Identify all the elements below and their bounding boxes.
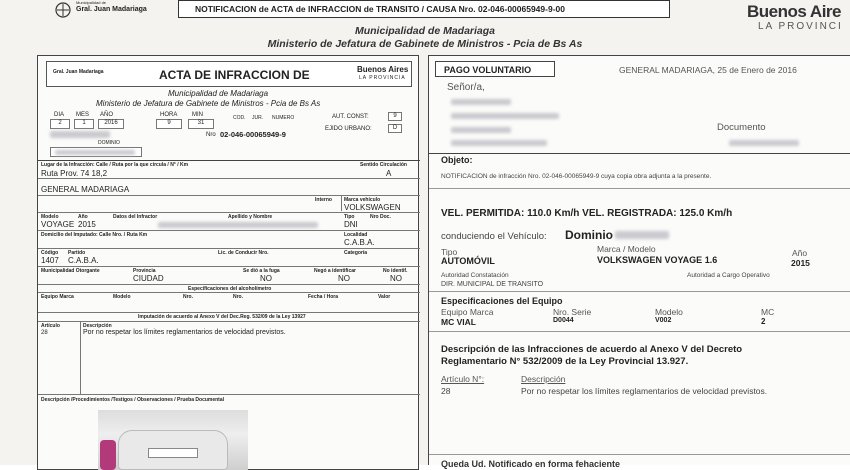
ejido-value: D [388,124,402,133]
acta-number: 02-046-00065949-9 [220,130,286,139]
categoria-label: Categoría [344,250,368,256]
mes-label: MES [76,112,90,118]
sentido-label: Sentido Circulación [360,162,407,168]
fuga-value: NO [260,274,272,283]
acta-brand-sub: LA PROVINCIA [359,75,406,81]
provincia-label: Provincia [133,268,156,274]
autoridad-const-value: DIR. MUNICIPAL DE TRANSITO [441,281,544,288]
marca-value: VOLKSWAGEN [344,203,401,212]
marca-label: Marca vehículo [344,197,381,203]
brand-subtitle: LA PROVINCI [758,21,843,32]
ano-label: AÑO [100,112,114,118]
desc-title-line2: Reglamentario N° 532/2009 de la Ley Provincial 13.927. [441,356,689,367]
eq-marca-label: Equipo Marca [441,307,494,317]
shield-icon [54,2,72,18]
eq-serie-label: Nro. Serie [553,307,592,317]
modelo-label: Modelo [41,214,59,220]
eq-nro2-label: Nro. [233,294,243,300]
header-title-box [178,0,670,18]
anio-label: Año [792,248,808,258]
lugar-value: Ruta Prov. 74 18,2 [41,169,108,178]
min-label: MIN [192,112,203,118]
pago-title: PAGO VOLUNTARIO [444,65,532,75]
fuga-label: Se dió a la fuga [243,268,280,274]
datos-infractor-label: Datos del Infractor [113,214,158,220]
redacted-day [50,131,110,138]
aut-const-label: AUT. CONST: [332,114,369,120]
brand-logo: Buenos Aire [747,2,842,21]
nro-label: Nro [206,132,216,138]
cod-label: COD. [233,115,246,121]
lugar-label: Lugar de la Infracción: Calle / Ruta por la que circula / N° / Km [41,162,189,168]
acta-ministry: Ministerio de Jefatura de Gabinete de Ministros - Pcia de Bs As [96,99,321,108]
descripcion-label: Descripción [521,374,566,384]
localidad-infraccion: GENERAL MADARIAGA [41,185,130,194]
municipality-logo [48,0,168,20]
codigo-value: 1407 [41,256,59,265]
jur-label: JUR. [252,115,264,121]
eq-mc-value: 2 [761,317,766,326]
descripcion-value: Por no respetar los límites reglamentarios de velocidad previstos. [521,386,768,396]
eq-modelo-value: V002 [655,317,672,324]
vehicle-photo [98,410,248,470]
anio-value: 2015 [78,220,96,229]
tipo-value: AUTOMÓVIL [441,256,495,266]
objeto-value: NOTIFICACION de infracción Nro. 02-046-00065949-9 cuya copia obra adjunta a la presente. [441,173,712,180]
no-identif-value: NO [390,274,402,283]
eq-modelo-label: Modelo [113,294,131,300]
ano-value: 2016 [98,119,124,129]
imputacion-label: Imputación de acuerdo al Anexo V del Dec.Reg. 532/09 de la Ley 13927 [138,314,306,320]
eq-serie-value: D0044 [553,317,574,324]
acta-header [46,61,412,87]
descripcion-label: Descripción [83,323,112,329]
redacted-document [729,140,799,146]
velocidad-line: VEL. PERMITIDA: 110.0 Km/h VEL. REGISTRADA: 125.0 Km/h [441,208,733,219]
tipo-doc-label: Tipo [344,214,355,220]
tipo-label: Tipo [441,247,458,257]
no-identif-label: No identif. [383,268,408,274]
partido-value: C.A.B.A. [68,256,99,265]
eq-nro-label: Nro. [183,294,193,300]
sentido-value: A [386,169,392,178]
partido-label: Partido [68,250,86,256]
redacted-name [158,222,318,228]
autoridad-cargo-label: Autoridad a Cargo Operativo [687,272,770,279]
aut-const-value: 9 [388,112,402,121]
acta-brand: Buenos Aires [357,65,409,74]
notificado-line: Queda Ud. Notificado en forma fehaciente [441,459,621,469]
nego-label: Negó a identificar [314,268,356,274]
ejido-label: EJIDO URBANO: [325,126,372,132]
hora-label: HORA [160,112,178,118]
eq-fecha-label: Fecha / Hora [308,294,339,300]
anio-value: 2015 [791,258,810,268]
autoridad-const-label: Autoridad Constatación [441,272,509,279]
conduciendo-label: conduciendo el Vehículo: [441,231,547,242]
dia-label: DIA [54,112,65,118]
localidad-label: Localidad [344,232,368,238]
numero-label: NUMERO [272,115,295,121]
eq-marca-label: Equipo Marca [41,294,74,300]
acta-logo-name: Gral. Juan Madariaga [53,69,104,75]
dominio-box [50,147,142,157]
mes-value: 1 [74,119,94,129]
acta-title: ACTA DE INFRACCION DE [159,68,310,82]
hora-value: 9 [156,119,182,129]
descripcion-value: Por no respetar los límites reglamentarios de velocidad previstos. [83,329,286,336]
municipality-line: Municipalidad de Madariaga [354,25,496,37]
ministry-line: Ministerio de Jefatura de Gabinete de Ministros - Pcia de Bs As [267,38,583,50]
eq-valor-label: Valor [378,294,391,300]
dominio-label: DOMINIO [98,140,120,146]
muni-otorgante-label: Municipalidad Otorgante [41,268,100,274]
senor-label: Señor/a, [447,82,485,93]
procedimientos-label: Descripción /Procedimientos /Testigos / Observaciones / Prueba Documental [41,397,225,403]
anio-label: Año [78,214,88,220]
localidad-value: C.A.B.A. [344,238,375,247]
articulo-label: Artículo [41,323,60,329]
eq-marca-value: MC VIAL [441,317,476,327]
logo-name: Gral. Juan Madariaga [76,6,147,13]
pago-fecha: GENERAL MADARIAGA, 25 de Enero de 2016 [619,65,797,75]
redacted-city [451,140,547,146]
domicilio-label: Domicilio del Imputado: Calle Nro. / Ruta Km [41,232,148,238]
marca-modelo-label: Marca / Modelo [597,244,656,254]
logo-sub: Municipalidad de [76,0,107,5]
acta-muni: Municipalidad de Madariaga [168,89,269,98]
nego-value: NO [338,274,350,283]
header-title: NOTIFICACION de ACTA de INFRACCION de TRANSITO / CAUSA Nro. 02-046-00065949-9-00 [195,4,565,14]
provincia-value: CIUDAD [133,274,164,283]
eq-modelo-label: Modelo [655,307,683,317]
pago-title-box [435,61,555,77]
articulo-label: Artículo N°: [441,374,485,384]
apellido-label: Apellido y Nombre [228,214,273,220]
desc-title-line1: Descripción de las Infracciones de acuerdo al Anexo V del Decreto [441,344,743,355]
equipo-title: Especificaciones del Equipo [441,296,563,306]
tipo-doc-value: DNI [344,220,358,229]
interno-label: Interno [315,197,332,203]
acta-form [37,55,419,470]
redacted-recipient [451,99,511,105]
articulo-value: 28 [41,330,48,336]
codigo-label: Código [41,250,59,256]
licencia-label: Lic. de Conducir Nro. [218,250,269,256]
redacted-plate [615,231,669,239]
redacted-address [451,113,559,119]
objeto-label: Objeto: [441,155,473,165]
marca-modelo-value: VOLKSWAGEN VOYAGE 1.6 [597,255,718,265]
alcohol-label: Especificaciones del alcoholímetro [188,286,272,292]
dominio-label: Dominio [565,228,613,242]
eq-mc-label: MC [761,307,775,317]
dia-value: 2 [50,119,70,129]
redacted-code [451,127,511,133]
modelo-value: VOYAGE [41,220,75,229]
min-value: 31 [188,119,214,129]
articulo-value: 28 [441,386,451,396]
pago-voluntario-panel [428,55,850,469]
documento-label: Documento [717,122,766,133]
nro-doc-label: Nro Doc. [370,214,391,220]
